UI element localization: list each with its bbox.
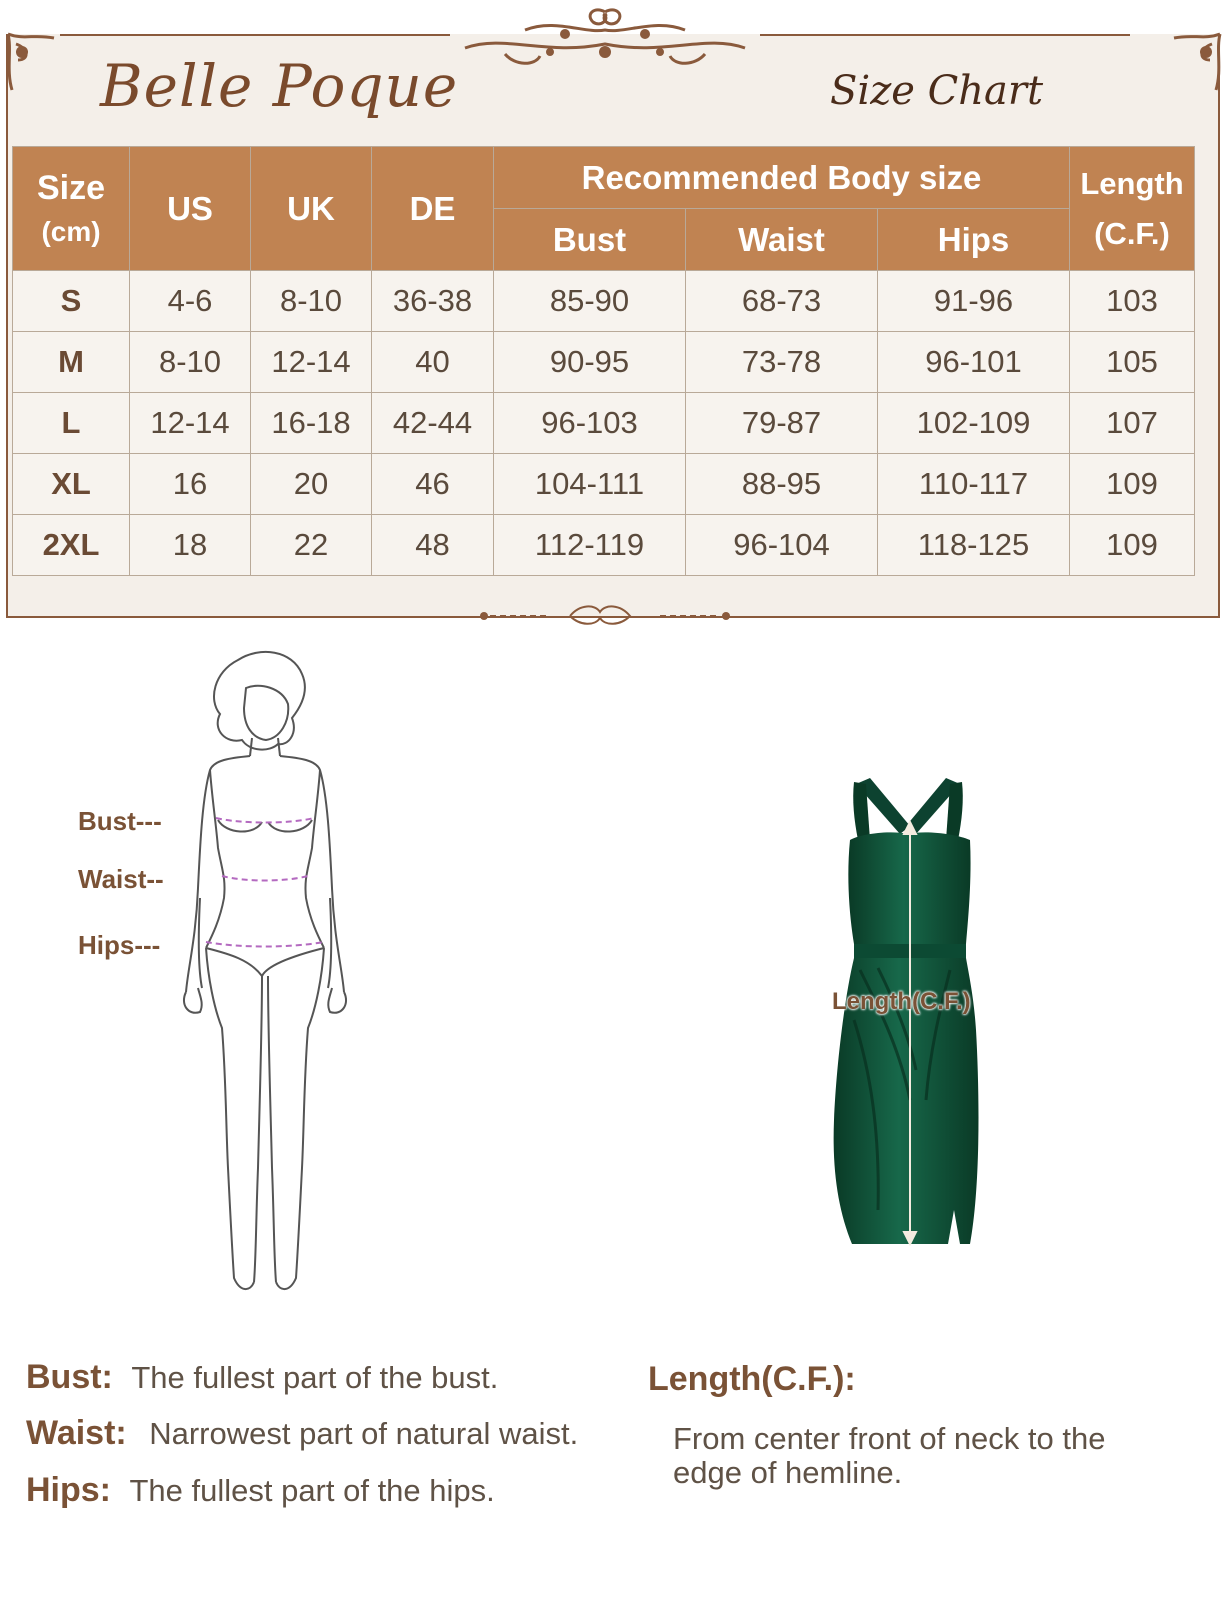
cell-bust: 85-90 xyxy=(494,271,686,332)
hips-figure-label: Hips--- xyxy=(78,930,161,960)
cell-bust: 96-103 xyxy=(494,393,686,454)
definition-hips xyxy=(26,1471,495,1510)
length-definition-term: Length(C.F.): xyxy=(648,1360,856,1398)
cell-hips: 110-117 xyxy=(878,454,1070,515)
cell-de: 46 xyxy=(372,454,494,515)
definition-waist xyxy=(26,1414,578,1453)
header-size-label: Size xyxy=(36,169,106,207)
cell-de: 36-38 xyxy=(372,271,494,332)
header-waist: Waist xyxy=(686,209,878,271)
panel-top-border-right xyxy=(760,34,1130,36)
definition-text: The fullest part of the hips. xyxy=(129,1473,495,1508)
cell-de: 40 xyxy=(372,332,494,393)
definition-term: Bust: xyxy=(26,1358,113,1396)
definition-bust xyxy=(26,1358,498,1397)
cell-hips: 118-125 xyxy=(878,515,1070,576)
cell-size: S xyxy=(13,271,130,332)
top-right-corner-ornament xyxy=(1152,30,1224,110)
top-flourish-ornament xyxy=(445,4,765,74)
length-figure-label: Length(C.F.) xyxy=(832,988,971,1015)
cell-us: 8-10 xyxy=(130,332,251,393)
header-de: DE xyxy=(372,147,494,271)
cell-size: L xyxy=(13,393,130,454)
size-table xyxy=(12,146,1195,576)
definition-text: The fullest part of the bust. xyxy=(131,1360,499,1395)
cell-size: XL xyxy=(13,454,130,515)
definition-term: Hips: xyxy=(26,1471,111,1509)
table-row xyxy=(13,332,1195,393)
cell-us: 18 xyxy=(130,515,251,576)
cell-bust: 104-111 xyxy=(494,454,686,515)
cell-hips: 91-96 xyxy=(878,271,1070,332)
table-row xyxy=(13,515,1195,576)
cell-waist: 79-87 xyxy=(686,393,878,454)
cell-bust: 112-119 xyxy=(494,515,686,576)
cell-waist: 96-104 xyxy=(686,515,878,576)
cell-length: 109 xyxy=(1070,454,1195,515)
cell-de: 42-44 xyxy=(372,393,494,454)
waist-figure-label: Waist-- xyxy=(78,864,164,894)
header-length xyxy=(1070,147,1195,271)
cell-length: 107 xyxy=(1070,393,1195,454)
cell-hips: 96-101 xyxy=(878,332,1070,393)
cell-us: 16 xyxy=(130,454,251,515)
cell-hips: 102-109 xyxy=(878,393,1070,454)
bottom-flourish-ornament xyxy=(470,598,740,632)
table-row xyxy=(13,454,1195,515)
cell-uk: 8-10 xyxy=(251,271,372,332)
header-bust: Bust xyxy=(494,209,686,271)
header-hips: Hips xyxy=(878,209,1070,271)
definition-term: Waist: xyxy=(26,1414,127,1452)
header-length-cf: (C.F.) xyxy=(1094,215,1170,251)
header-size xyxy=(13,147,130,271)
bust-figure-label: Bust--- xyxy=(78,806,162,836)
cell-uk: 20 xyxy=(251,454,372,515)
brand-logo: Belle Poque xyxy=(100,52,459,120)
cell-waist: 88-95 xyxy=(686,454,878,515)
cell-length: 105 xyxy=(1070,332,1195,393)
cell-waist: 68-73 xyxy=(686,271,878,332)
cell-size: M xyxy=(13,332,130,393)
cell-de: 48 xyxy=(372,515,494,576)
header-recommended-body-size: Recommended Body size xyxy=(494,147,1070,209)
cell-length: 103 xyxy=(1070,271,1195,332)
definition-text: Narrowest part of natural waist. xyxy=(149,1416,579,1451)
header-uk: UK xyxy=(251,147,372,271)
cell-length: 109 xyxy=(1070,515,1195,576)
cell-waist: 73-78 xyxy=(686,332,878,393)
cell-bust: 90-95 xyxy=(494,332,686,393)
top-left-corner-ornament xyxy=(4,30,74,110)
table-row xyxy=(13,271,1195,332)
cell-uk: 22 xyxy=(251,515,372,576)
header-size-unit: (cm) xyxy=(41,216,101,247)
cell-us: 4-6 xyxy=(130,271,251,332)
table-row xyxy=(13,393,1195,454)
cell-uk: 12-14 xyxy=(251,332,372,393)
chart-title: Size Chart xyxy=(830,68,1044,114)
cell-uk: 16-18 xyxy=(251,393,372,454)
cell-us: 12-14 xyxy=(130,393,251,454)
header-us: US xyxy=(130,147,251,271)
length-definition-text: From center front of neck to the edge of hemline. xyxy=(673,1421,1106,1490)
header-length-label: Length xyxy=(1080,165,1184,201)
panel-top-border xyxy=(60,34,450,36)
cell-size: 2XL xyxy=(13,515,130,576)
body-outline-figure xyxy=(170,648,360,1300)
